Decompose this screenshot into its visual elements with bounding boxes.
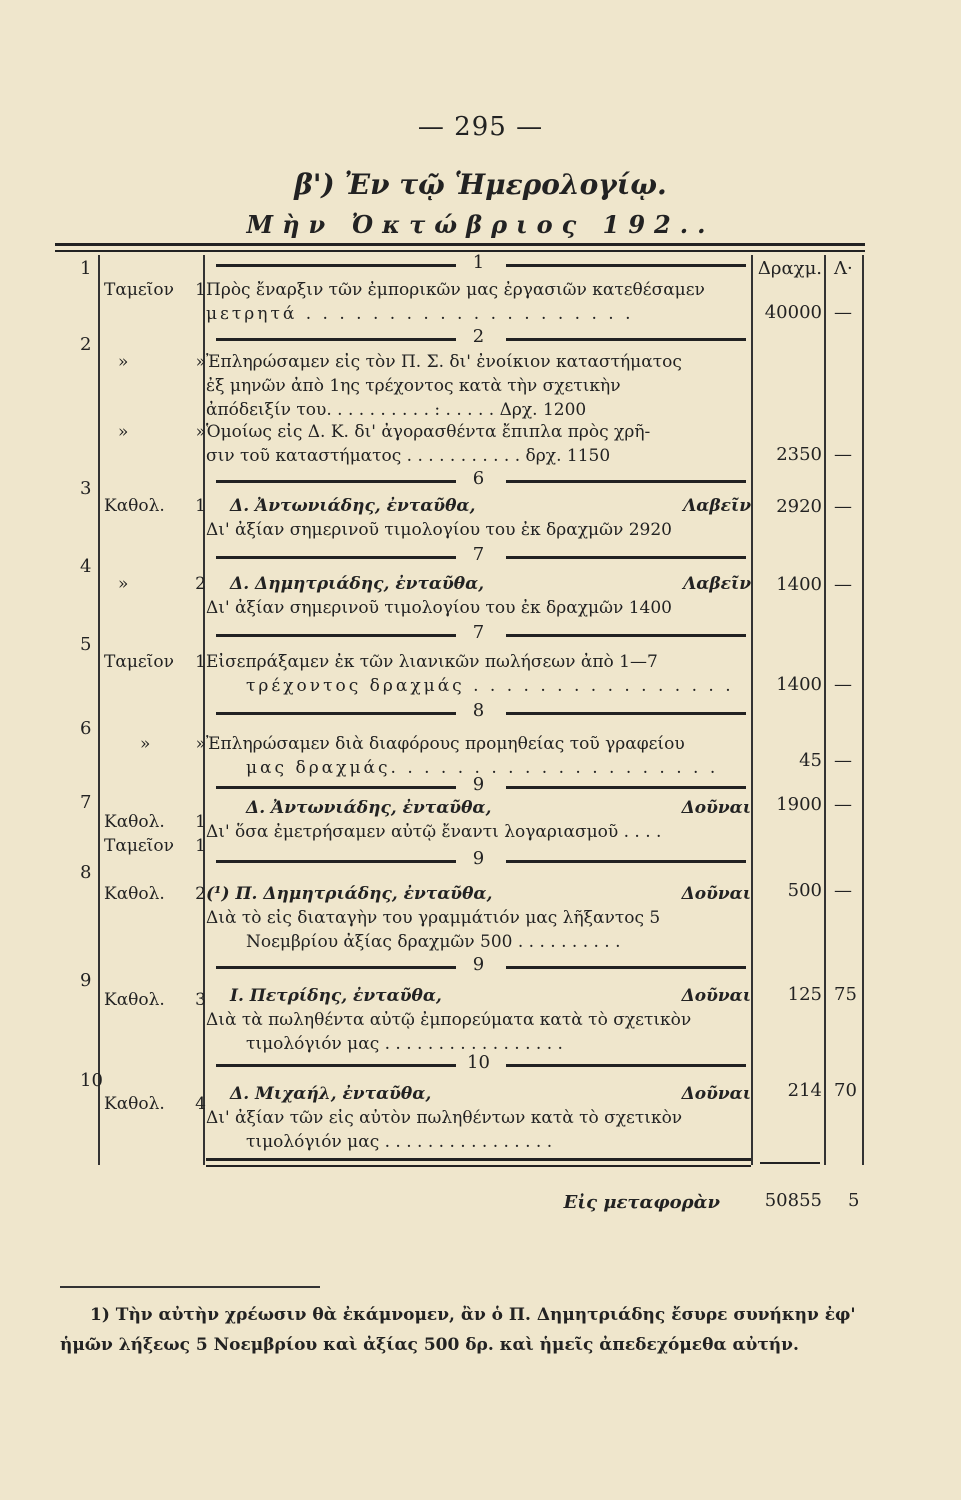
entry-lepta: — bbox=[834, 880, 852, 901]
account-label: Καθολ. bbox=[104, 812, 165, 832]
line-number: 5 bbox=[80, 634, 92, 655]
entry-text: Ὁμοίως εἰς Δ. Κ. δι' ἀγορασθέντα ἔπιπλα πρὸς χρῆ- bbox=[206, 422, 651, 442]
entry-separator bbox=[206, 624, 751, 646]
folio-number: » bbox=[195, 734, 206, 754]
separator-number: 9 bbox=[472, 954, 485, 975]
party-name: Δ. Δημητριάδης, ἐνταῦθα, bbox=[230, 574, 485, 594]
col-rule-line bbox=[98, 255, 100, 1165]
section-title: β') Ἐν τῷ Ἡμερολογίῳ. bbox=[294, 168, 667, 201]
line-number: 2 bbox=[80, 334, 92, 355]
folio-number: 1 bbox=[195, 812, 206, 832]
account-label: » bbox=[118, 352, 129, 372]
entry-amount: 500 bbox=[787, 880, 822, 901]
party-name: Δ. Ἀντωνιάδης, ἐνταῦθα, bbox=[246, 798, 492, 818]
entry-name-line bbox=[206, 574, 751, 594]
entry-separator bbox=[206, 546, 751, 568]
transfer-label: Εἰς μεταφορὰν bbox=[563, 1192, 720, 1213]
entry-amount: 1400 bbox=[776, 674, 822, 695]
entry-name-line bbox=[206, 798, 751, 818]
folio-number: 3 bbox=[195, 990, 206, 1010]
transfer-lepta: 5 bbox=[848, 1190, 860, 1211]
entry-separator bbox=[206, 254, 751, 276]
line-number: 8 bbox=[80, 862, 92, 883]
party-name: (¹) Π. Δημητριάδης, ἐνταῦθα, bbox=[206, 884, 493, 904]
folio-number: » bbox=[195, 352, 206, 372]
entry-amount: 45 bbox=[799, 750, 822, 771]
separator-number: 9 bbox=[472, 848, 485, 869]
entry-text: Εἰσεπράξαμεν ἐκ τῶν λιανικῶν πωλήσεων ἀπὸ 1—7 bbox=[206, 652, 658, 672]
entry-lepta: — bbox=[834, 574, 852, 595]
col-rule-folio bbox=[203, 255, 205, 1165]
separator-number: 7 bbox=[472, 544, 485, 565]
entry-text: τιμολόγιόν μας . . . . . . . . . . . . . . . . bbox=[246, 1132, 553, 1152]
entry-text: Δι' ἀξίαν σημερινοῦ τιμολογίου του ἐκ δραχμῶν 1400 bbox=[206, 598, 672, 618]
bottom-rule-amount bbox=[760, 1162, 820, 1164]
entry-lepta: 70 bbox=[834, 1080, 857, 1101]
account-label: Καθολ. bbox=[104, 496, 165, 516]
entry-lepta: — bbox=[834, 794, 852, 815]
entry-side: Δοῦναι bbox=[681, 798, 751, 818]
separator-number: 8 bbox=[472, 700, 485, 721]
entry-name-line bbox=[206, 496, 751, 516]
entry-separator bbox=[206, 470, 751, 492]
line-number: 3 bbox=[80, 478, 92, 499]
line-number: 6 bbox=[80, 718, 92, 739]
entry-text: Νοεμβρίου ἀξίας δραχμῶν 500 . . . . . . . . . . bbox=[246, 932, 621, 952]
folio-number: 1 bbox=[195, 280, 206, 300]
entry-separator bbox=[206, 328, 751, 350]
entry-name-line bbox=[206, 1084, 751, 1104]
entry-text: Πρὸς ἔναρξιν τῶν ἐμπορικῶν μας ἐργασιῶν κατεθέσαμεν bbox=[206, 280, 705, 300]
entry-side: Δοῦναι bbox=[681, 1084, 751, 1104]
entry-name-line bbox=[206, 884, 751, 904]
line-number: 7 bbox=[80, 792, 92, 813]
line-number: 4 bbox=[80, 556, 92, 577]
separator-number: 9 bbox=[472, 774, 485, 795]
entry-text: Δι' ἀξίαν σημερινοῦ τιμολογίου του ἐκ δραχμῶν 2920 bbox=[206, 520, 672, 540]
entry-lepta: — bbox=[834, 302, 852, 323]
entry-side: Δοῦναι bbox=[681, 884, 751, 904]
entry-text: Διὰ τὸ εἰς διαταγὴν του γραμμάτιόν μας λῆξαντος 5 bbox=[206, 908, 661, 928]
entry-separator bbox=[206, 776, 751, 798]
entry-lepta: — bbox=[834, 674, 852, 695]
entry-side: Δοῦναι bbox=[681, 986, 751, 1006]
separator-number: 10 bbox=[467, 1052, 490, 1073]
separator-number: 1 bbox=[472, 252, 485, 273]
folio-number: 1 bbox=[195, 496, 206, 516]
entry-text: Ἐπληρώσαμεν εἰς τὸν Π. Σ. δι' ἐνοίκιον καταστήματος bbox=[206, 352, 682, 372]
party-name: Δ. Μιχαήλ, ἐνταῦθα, bbox=[230, 1084, 432, 1104]
line-number: 1 bbox=[80, 258, 92, 279]
entry-text: μας δραχμάς. . . . . . . . . . . . . . . . . . . . bbox=[246, 758, 719, 778]
col-rule-amount bbox=[751, 255, 753, 1165]
entry-text: Διὰ τὰ πωληθέντα αὐτῷ ἐμπορεύματα κατὰ τὸ σχετικὸν bbox=[206, 1010, 692, 1030]
separator-number: 6 bbox=[472, 468, 485, 489]
account-label: Καθολ. bbox=[104, 990, 165, 1010]
entry-amount: 214 bbox=[787, 1080, 822, 1101]
entry-amount: 2350 bbox=[776, 444, 822, 465]
bottom-rule-2 bbox=[206, 1165, 751, 1167]
footnote-rule bbox=[60, 1286, 320, 1288]
separator-number: 7 bbox=[472, 622, 485, 643]
top-rule bbox=[55, 243, 865, 246]
party-name: Ι. Πετρίδης, ἐνταῦθα, bbox=[230, 986, 442, 1006]
entry-text: Ἐπληρώσαμεν διὰ διαφόρους προμηθείας τοῦ γραφείου bbox=[206, 734, 685, 754]
line-number: 9 bbox=[80, 970, 92, 991]
entry-text: ἐξ μηνῶν ἀπὸ 1ης τρέχοντος κατὰ τὴν σχετικὴν bbox=[206, 376, 621, 396]
account-label: Ταμεῖον bbox=[104, 652, 174, 672]
separator-number: 2 bbox=[472, 326, 485, 347]
transfer-amount: 50855 bbox=[764, 1190, 822, 1211]
account-label: » bbox=[140, 734, 151, 754]
entry-side: Λαβεῖν bbox=[683, 574, 751, 594]
line-number: 10 bbox=[80, 1070, 103, 1091]
month-heading: Μὴν Ὀκτώβριος 192.. bbox=[246, 210, 715, 239]
folio-number: 1 bbox=[195, 652, 206, 672]
entry-name-line bbox=[206, 986, 751, 1006]
folio-number: 2 bbox=[195, 884, 206, 904]
account-label: Καθολ. bbox=[104, 884, 165, 904]
entry-text: Δι' ἀξίαν τῶν εἰς αὐτὸν πωληθέντων κατὰ τὸ σχετικὸν bbox=[206, 1108, 683, 1128]
entry-lepta: — bbox=[834, 496, 852, 517]
folio-number: » bbox=[195, 422, 206, 442]
entry-text: ἀπόδειξίν του. . . . . . . . . . : . . . . . Δρχ. 1200 bbox=[206, 400, 587, 420]
folio-number: 1 bbox=[195, 836, 206, 856]
page-number: — 295 — bbox=[417, 112, 544, 142]
entry-text: μετρητά . . . . . . . . . . . . . . . . . . . . bbox=[206, 304, 634, 324]
entry-lepta: — bbox=[834, 750, 852, 771]
entry-separator bbox=[206, 850, 751, 872]
entry-side: Λαβεῖν bbox=[683, 496, 751, 516]
account-label: Ταμεῖον bbox=[104, 280, 174, 300]
header-drachmas: Δραχμ. bbox=[757, 258, 822, 279]
entry-amount: 1400 bbox=[776, 574, 822, 595]
party-name: Δ. Ἀντωνιάδης, ἐνταῦθα, bbox=[230, 496, 476, 516]
folio-number: 2 bbox=[195, 574, 206, 594]
entry-lepta: 75 bbox=[834, 984, 857, 1005]
entry-separator bbox=[206, 702, 751, 724]
entry-text: τιμολόγιόν μας . . . . . . . . . . . . . . . . . bbox=[246, 1034, 563, 1054]
bottom-rule bbox=[206, 1158, 751, 1161]
footnote-line-2: ἡμῶν λήξεως 5 Νοεμβρίου καὶ ἀξίας 500 δρ. καὶ ἡμεῖς ἀπεδεχόμεθα αὐτήν. bbox=[60, 1335, 799, 1355]
entry-amount: 125 bbox=[787, 984, 822, 1005]
header-lepta: Λ· bbox=[834, 258, 853, 279]
entry-amount: 2920 bbox=[776, 496, 822, 517]
col-rule-end bbox=[862, 255, 864, 1165]
entry-amount: 40000 bbox=[764, 302, 822, 323]
account-label: » bbox=[118, 574, 129, 594]
account-label: » bbox=[118, 422, 129, 442]
entry-separator bbox=[206, 956, 751, 978]
folio-number: 4 bbox=[195, 1094, 206, 1114]
footnote-line-1: 1) Τὴν αὐτὴν χρέωσιν θὰ ἐκάμνομεν, ἂν ὁ Π. Δημητριάδης ἔσυρε συνήκην ἐφ' bbox=[90, 1305, 856, 1325]
entry-separator bbox=[206, 1054, 751, 1076]
entry-text: σιν τοῦ καταστήματος . . . . . . . . . . . δρχ. 1150 bbox=[206, 446, 611, 466]
entry-text: Δι' ὅσα ἐμετρήσαμεν αὐτῷ ἔναντι λογαριασμοῦ . . . . bbox=[206, 822, 662, 842]
entry-amount: 1900 bbox=[776, 794, 822, 815]
account-label: Καθολ. bbox=[104, 1094, 165, 1114]
account-label: Ταμεῖον bbox=[104, 836, 174, 856]
entry-lepta: — bbox=[834, 444, 852, 465]
col-rule-lepta bbox=[824, 255, 826, 1165]
entry-text: τρέχοντος δραχμάς . . . . . . . . . . . . . . . . bbox=[246, 676, 734, 696]
